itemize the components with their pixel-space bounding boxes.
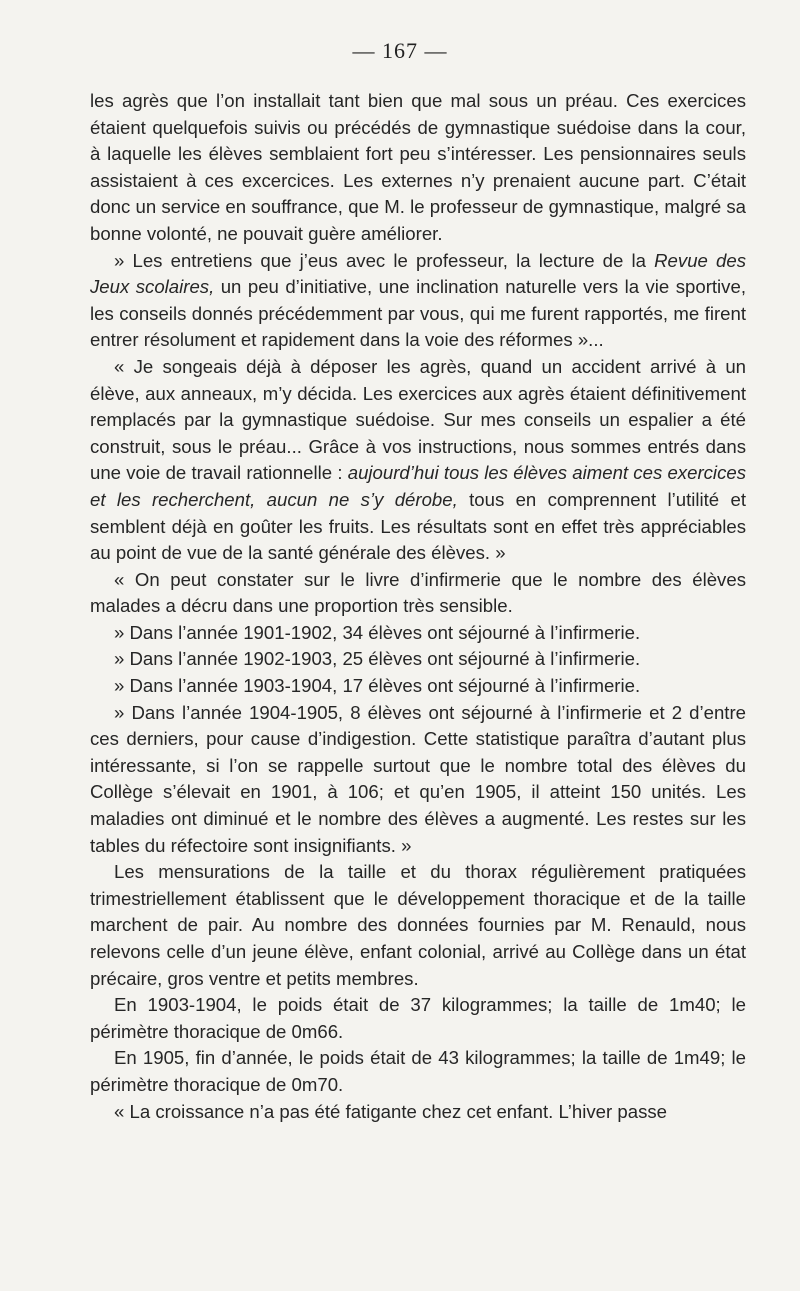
paragraph: » Dans l’année 1904-1905, 8 élèves ont séjourné à l’infirmerie et 2 d’entre ces derniers, pour cause d’indigestion. Cette statistique paraîtra d’autant plus intéressante, si l’on se rappelle surtout que le nombre total des élèves du Collège s’élevait en 1901, à 106; et qu’en 1905, il atteint 150 unités. Les maladies ont diminué et le nombre des élèves a augmenté. Les restes sur les tables du réfectoire sont insignifiants. » [90, 701, 746, 856]
text-run: « Je songeais déjà à déposer les agrès, quand un accident arrivé à un élève, aux anneaux, m’y décida. Les exercices aux agrès étaient définitivement remplacés par la gymnastique suédoise. Sur mes conseils un espalier a été construit, sous le préau... Grâce à vos instructions, nous sommes entrés dans une voie de travail rationnelle : [90, 355, 746, 484]
paragraph: » Dans l’année 1903-1904, 17 élèves ont séjourné à l’infirmerie. [114, 675, 641, 697]
paragraph: « La croissance n’a pas été fatigante chez cet enfant. L’hiver passe [114, 1100, 668, 1122]
paragraph: En 1903-1904, le poids était de 37 kilogrammes; la taille de 1m40; le périmètre thoracique de 0m66. [90, 994, 746, 1042]
paragraph: » Dans l’année 1902-1903, 25 élèves ont séjourné à l’infirmerie. [114, 648, 641, 670]
paragraph: En 1905, fin d’année, le poids était de 43 kilogrammes; la taille de 1m49; le périmètre thoracique de 0m70. [90, 1047, 746, 1095]
paragraph-with-italic [90, 354, 746, 567]
text-run: » Les entretiens que j’eus avec le professeur, la lecture de la [114, 249, 655, 271]
paragraph: les agrès que l’on installait tant bien que mal sous un préau. Ces exercices étaient quelquefois suivis ou précédés de gymnastique suédoise dans la cour, à laquelle les élèves semblaient fort peu s’intéresser. Les pensionnaires seuls assistaient à ces excercices. Les externes n’y prenaient aucune part. C’était donc un service en souffrance, que M. le professeur de gymnastique, malgré sa bonne volonté, ne pouvait guère améliorer. [90, 90, 746, 244]
italic-title: Revue des Jeux scolaires, [90, 249, 746, 298]
page-number: — 167 — [352, 38, 448, 63]
italic-quote: aujourd’hui tous les élèves aiment ces exercices et les recherchent, aucun ne s’y dérobe, [90, 462, 746, 510]
paragraph-with-italic [90, 248, 746, 354]
paragraph: « On peut constater sur le livre d’infirmerie que le nombre des élèves malades a décru dans une proportion très sensible. [90, 568, 746, 617]
text-run: un peu d’initiative, une inclination naturelle vers la vie sportive, les conseils donnés précédemment par vous, qui me furent rapportés, me firent entrer résolument et rapidement dans la voie des réformes »... [90, 276, 746, 351]
paragraph: Les mensurations de la taille et du thorax régulièrement pratiquées trimestriellement établissent que le développement thoracique et de la taille marchent de pair. Au nombre des données fournies par M. Renauld, nous relevons celle d’un jeune élève, enfant colonial, arrivé au Collège dans un état précaire, gros ventre et petits membres. [90, 861, 746, 989]
body-text [90, 88, 746, 1125]
text-run: tous en comprennent l’utilité et semblent déjà en goûter les fruits. Les résultats sont en effet très appréciables au point de vue de la santé générale des élèves. » [90, 488, 746, 564]
paragraph: » Dans l’année 1901-1902, 34 élèves ont séjourné à l’infirmerie. [114, 621, 641, 643]
